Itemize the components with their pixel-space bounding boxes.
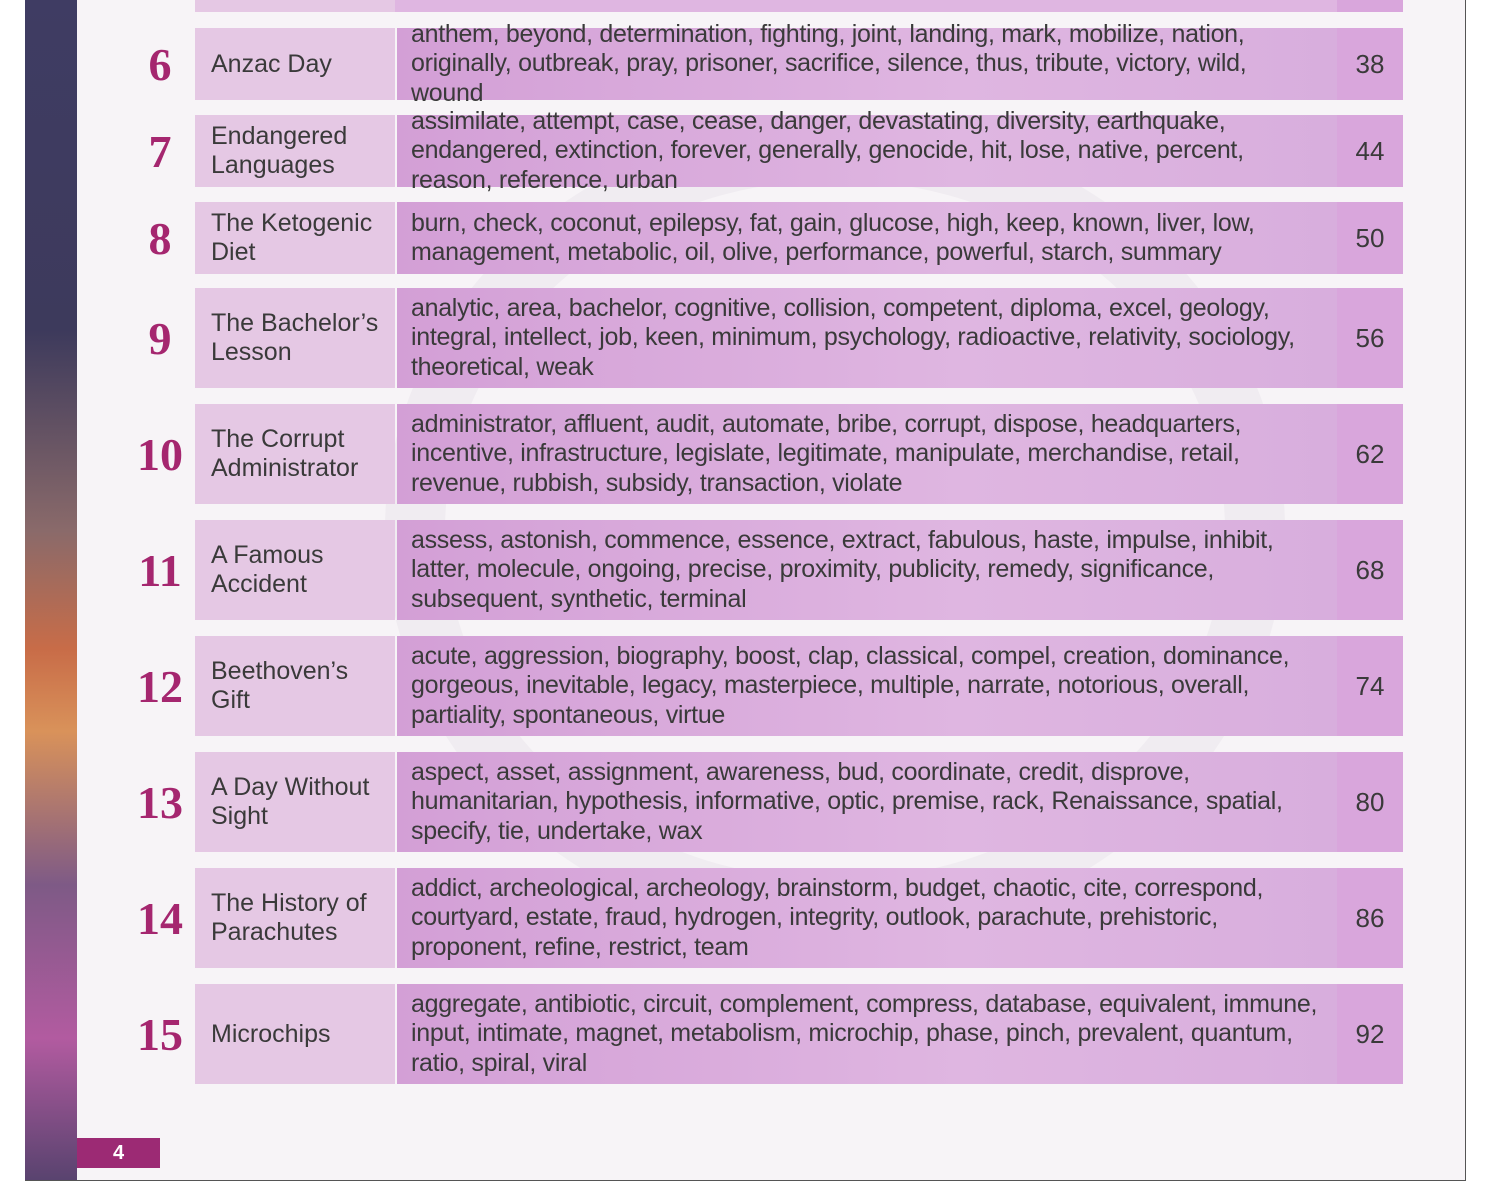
unit-words: burn, check, coconut, epilepsy, fat, gain, glucose, high, keep, known, liver, low, management, metabolic, oil, olive, performance, powerful, starch, summary (411, 208, 1255, 266)
unit-number: 15 (137, 1009, 183, 1060)
unit-number: 8 (148, 213, 172, 264)
unit-row (25, 868, 1465, 968)
unit-words-cell (397, 106, 1337, 194)
unit-title-cell (195, 984, 395, 1084)
unit-row (25, 19, 1465, 107)
unit-title-cell (195, 868, 395, 968)
unit-number: 7 (148, 126, 172, 177)
unit-page: 68 (1337, 520, 1403, 620)
unit-words: aggregate, antibiotic, circuit, complement, compress, database, equivalent, immune, input, intimate, magnet, metabolism, microchip, phase, pinch, prevalent, quantum, ratio, spiral, viral (411, 989, 1318, 1077)
unit-page: 86 (1337, 868, 1403, 968)
unit-title-cell (195, 752, 395, 852)
unit-words-cell (397, 288, 1337, 388)
unit-title-cell (195, 288, 395, 388)
unit-title-cell (195, 404, 395, 504)
unit-words-cell (397, 636, 1337, 736)
unit-page: 50 (1337, 202, 1403, 274)
unit-title-cell (195, 115, 395, 187)
unit-title: The History of Parachutes (211, 889, 367, 946)
unit-row (25, 106, 1465, 194)
unit-number: 12 (137, 661, 183, 712)
unit-title: The Bachelor’s Lesson (211, 309, 379, 366)
unit-page: 38 (1337, 28, 1403, 100)
unit-title: Microchips (211, 1019, 331, 1048)
unit-title: The Ketogenic Diet (211, 209, 373, 266)
unit-page: 74 (1337, 636, 1403, 736)
unit-page: 92 (1337, 984, 1403, 1084)
unit-row (25, 984, 1465, 1084)
unit-title-cell (195, 202, 395, 274)
unit-number: 14 (137, 893, 183, 944)
unit-words-cell (397, 404, 1337, 504)
unit-title: Endangered Languages (211, 122, 348, 179)
unit-row (25, 636, 1465, 736)
unit-title-cell (195, 636, 395, 736)
unit-number: 11 (138, 545, 182, 596)
unit-words-cell (397, 868, 1337, 968)
unit-title: Anzac Day (211, 49, 332, 78)
unit-number: 9 (148, 313, 172, 364)
unit-words: assimilate, attempt, case, cease, danger, devastating, diversity, earthquake, endangered, extinction, forever, generally, genocide, hit, lose, native, percent, reason, reference, urban (411, 106, 1244, 194)
unit-page: 56 (1337, 288, 1403, 388)
unit-title: The Corrupt Administrator (211, 425, 359, 482)
unit-words: anthem, beyond, determination, fighting, joint, landing, mark, mobilize, nation, originally, outbreak, pray, prisoner, sacrifice, silence, thus, tribute, victory, wild, wound (411, 19, 1247, 107)
unit-title-cell (195, 520, 395, 620)
unit-row (25, 202, 1465, 274)
unit-number: 10 (137, 429, 183, 480)
unit-row (25, 288, 1465, 388)
page-number-badge: 4 (77, 1138, 160, 1168)
unit-words-cell (397, 520, 1337, 620)
unit-words: aspect, asset, assignment, awareness, bud, coordinate, credit, disprove, humanitarian, hypothesis, informative, optic, premise, rack, Renaissance, spatial, specify, tie, undertake, wax (411, 757, 1283, 845)
unit-row (25, 404, 1465, 504)
unit-title: Beethoven’s Gift (211, 657, 349, 714)
unit-words: analytic, area, bachelor, cognitive, collision, competent, diploma, excel, geology, integral, intellect, job, keen, minimum, psychology, radioactive, relativity, sociology, theoretical, weak (411, 293, 1295, 381)
previous-row-fragment (195, 0, 1403, 12)
unit-words: addict, archeological, archeology, brainstorm, budget, chaotic, cite, correspond, courtyard, estate, fraud, hydrogen, integrity, outlook, parachute, prehistoric, proponent, refine, restrict, team (411, 873, 1264, 961)
unit-row (25, 520, 1465, 620)
unit-page: 62 (1337, 404, 1403, 504)
unit-words-cell (397, 752, 1337, 852)
book-page (25, 0, 1466, 1181)
unit-words-cell (397, 202, 1337, 274)
unit-page: 44 (1337, 115, 1403, 187)
unit-page: 80 (1337, 752, 1403, 852)
unit-number: 13 (137, 777, 183, 828)
unit-words: assess, astonish, commence, essence, extract, fabulous, haste, impulse, inhibit, latter, molecule, ongoing, precise, proximity, publicity, remedy, significance, subsequent, synthetic, terminal (411, 525, 1274, 613)
unit-title: A Day Without Sight (211, 773, 370, 830)
unit-title-cell (195, 28, 395, 100)
unit-words-cell (397, 19, 1337, 107)
unit-number: 6 (148, 39, 172, 90)
unit-words: acute, aggression, biography, boost, clap, classical, compel, creation, dominance, gorgeous, inevitable, legacy, masterpiece, multiple, narrate, notorious, overall, partiality, spontaneous, virtue (411, 641, 1290, 729)
unit-words-cell (397, 984, 1337, 1084)
unit-words: administrator, affluent, audit, automate, bribe, corrupt, dispose, headquarters, incentive, infrastructure, legislate, legitimate, manipulate, merchandise, retail, revenue, rubbish, subsidy, transaction, violate (411, 409, 1242, 497)
unit-title: A Famous Accident (211, 541, 324, 598)
unit-row (25, 752, 1465, 852)
